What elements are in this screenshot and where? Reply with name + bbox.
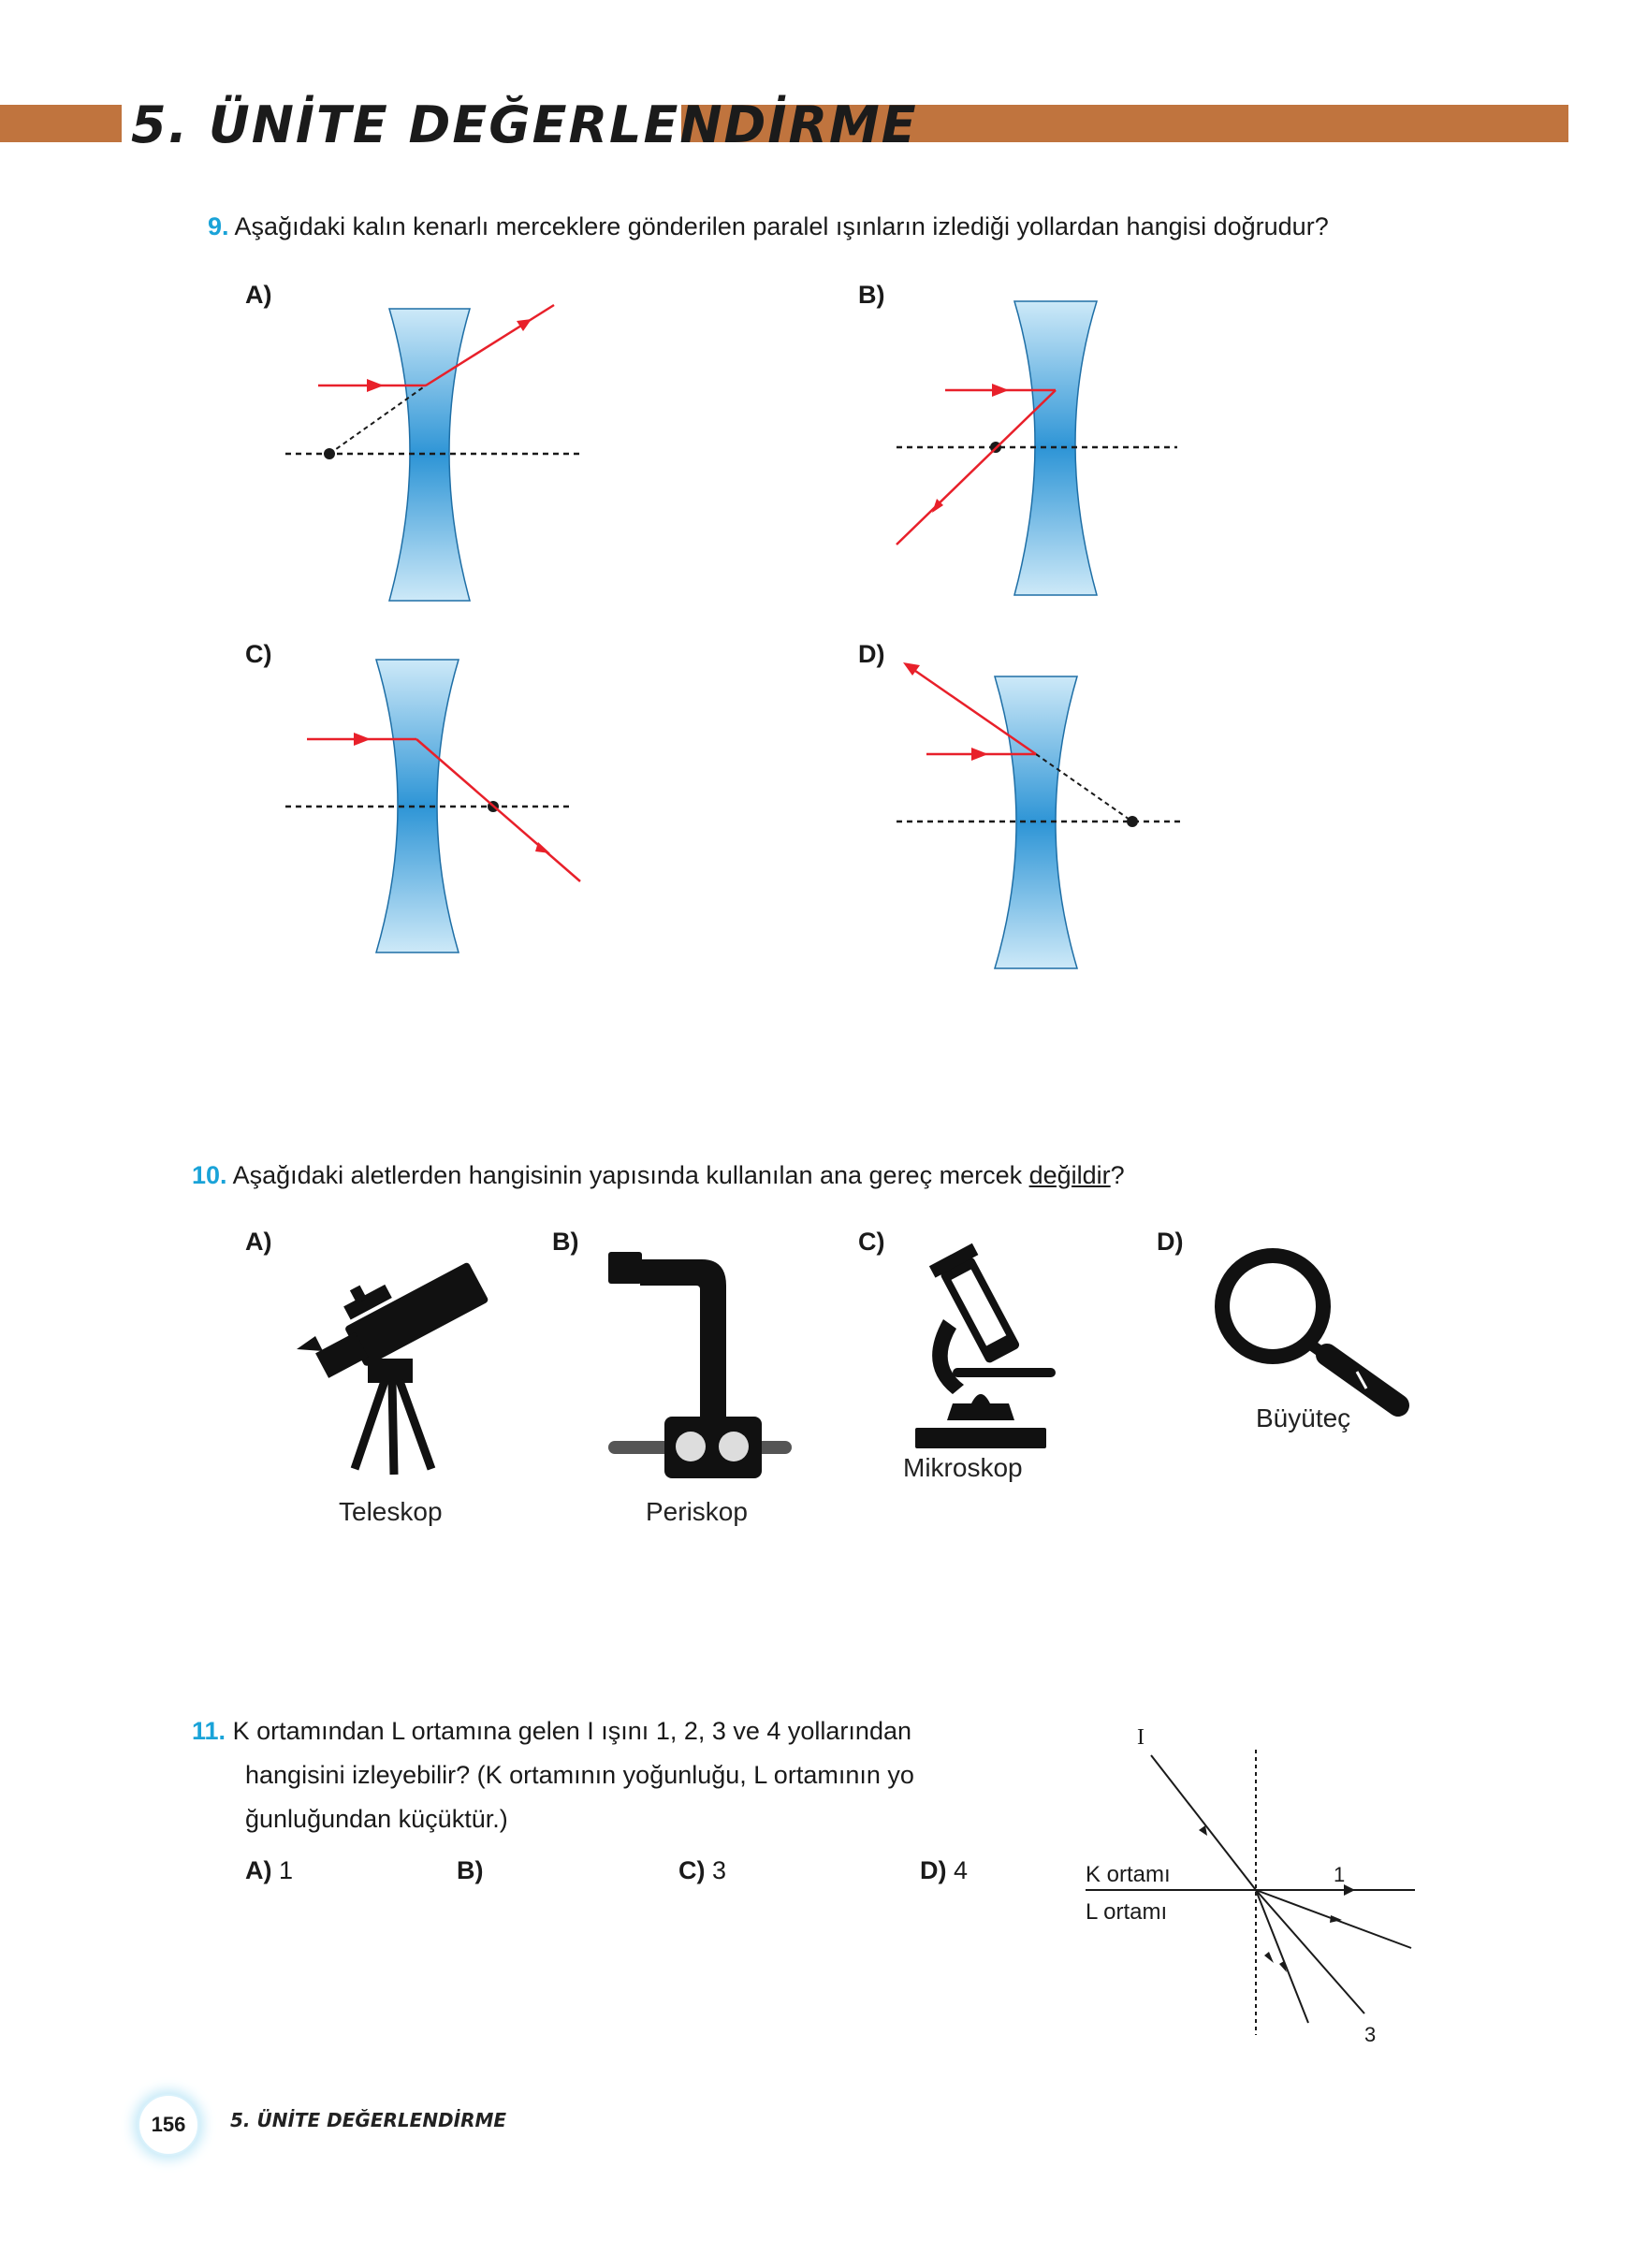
q9-diagram-b <box>897 301 1177 595</box>
q11-option-a[interactable] <box>245 1856 293 1885</box>
question-10-number: 10. <box>192 1161 227 1189</box>
q10-option-a-label[interactable]: A) <box>245 1228 272 1256</box>
microscope-caption: Mikroskop <box>903 1453 1023 1482</box>
q9-option-d-label[interactable]: D) <box>858 640 885 668</box>
microscope-icon <box>915 1244 1046 1450</box>
ray-label-i: I <box>1137 1725 1145 1750</box>
question-11-text-line-1: K ortamından L ortamına gelen I ışını 1, 2, 3 ve 4 yollarından <box>232 1717 911 1745</box>
q11-option-a-label: A) <box>245 1856 272 1884</box>
q11-option-d-value: 4 <box>954 1856 969 1884</box>
question-10-underlined-word: değildir <box>1028 1161 1111 1189</box>
question-10-text <box>233 1161 1125 1189</box>
q11-option-d[interactable] <box>920 1856 968 1885</box>
q11-option-a-value: 1 <box>279 1856 294 1884</box>
periscope-caption: Periskop <box>646 1497 748 1526</box>
q9-option-a-label[interactable]: A) <box>245 281 272 309</box>
path-label-1: 1 <box>1334 1863 1346 1886</box>
periscope-icon <box>608 1244 814 1488</box>
page-title: 5. ÜNİTE DEĞERLENDİRME <box>131 95 918 154</box>
q11-option-b-label: B) <box>457 1856 484 1884</box>
q9-diagram-d <box>897 662 1181 968</box>
refraction-diagram <box>1067 1712 1460 2049</box>
question-9-number: 9. <box>208 212 229 240</box>
question-11-line-1 <box>192 1708 911 1753</box>
footer-title: 5. ÜNİTE DEĞERLENDİRME <box>230 2109 507 2131</box>
telescope-icon <box>295 1244 510 1478</box>
question-10 <box>192 1153 1125 1198</box>
question-10-text-after: ? <box>1110 1161 1125 1189</box>
medium-l-label: L ortamı <box>1086 1899 1168 1925</box>
q11-option-d-label: D) <box>920 1856 947 1884</box>
q10-option-c-label[interactable]: C) <box>858 1228 885 1256</box>
q11-option-c-value: 3 <box>712 1856 727 1884</box>
page-number-badge: 156 <box>138 2094 199 2156</box>
question-10-text-before: Aşağıdaki aletlerden hangisinin yapısında kullanılan ana gereç mercek <box>232 1161 1029 1189</box>
question-9-text: Aşağıdaki kalın kenarlı merceklere gönderilen paralel ışınların izlediği yollardan hangisi doğrudur? <box>234 212 1329 240</box>
medium-k-label: K ortamı <box>1086 1862 1171 1887</box>
q11-option-c-label: C) <box>678 1856 706 1884</box>
question-11-text-line-2: hangisini izleyebilir? (K ortamının yoğunluğu, L ortamının yo <box>245 1761 914 1789</box>
q10-option-d-label[interactable]: D) <box>1157 1228 1184 1256</box>
magnifier-icon <box>1207 1244 1413 1413</box>
q11-option-b[interactable] <box>457 1856 484 1885</box>
question-11-text-line-3: ğunluğundan küçüktür.) <box>245 1805 508 1833</box>
q11-option-c[interactable] <box>678 1856 726 1885</box>
question-11-number: 11. <box>192 1717 226 1745</box>
magnifier-caption: Büyüteç <box>1256 1403 1351 1432</box>
q9-option-b-label[interactable]: B) <box>858 281 885 309</box>
q9-option-c-label[interactable]: C) <box>245 640 272 668</box>
q9-diagram-c <box>285 660 580 952</box>
q9-lens-diagrams <box>0 0 1633 1029</box>
q10-option-b-label[interactable]: B) <box>552 1228 579 1256</box>
telescope-caption: Teleskop <box>339 1497 443 1526</box>
path-label-3: 3 <box>1364 2023 1377 2046</box>
q9-diagram-a <box>285 305 580 601</box>
